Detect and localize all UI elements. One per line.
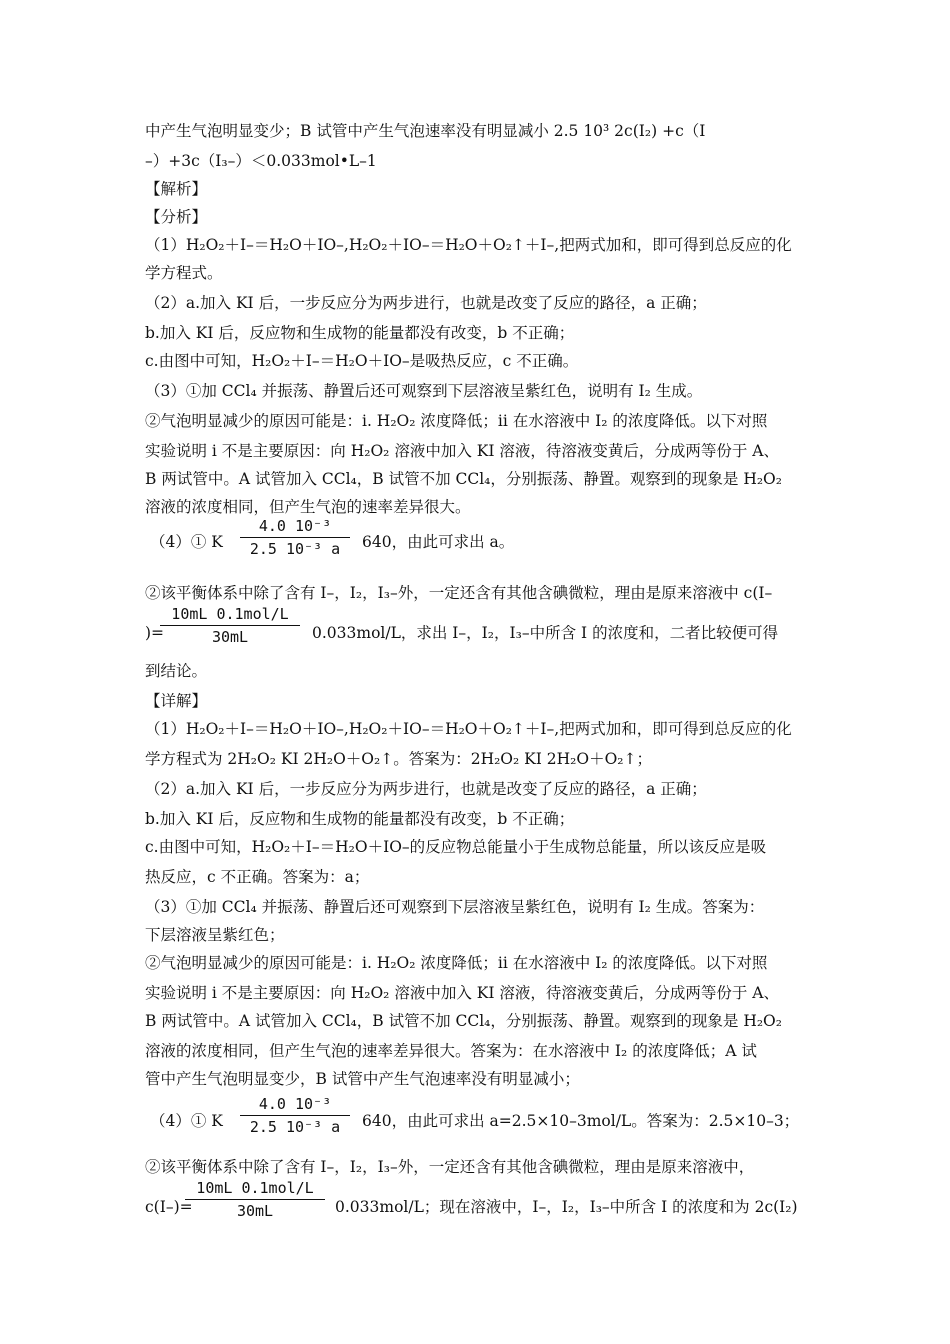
text-line: 学方程式为 2H₂O₂ KI 2H₂O＋O₂↑。答案为：2H₂O₂ KI 2H₂O＋O₂↑； xyxy=(145,750,652,768)
fraction-denominator: 30mL xyxy=(236,1202,274,1220)
text-line: 【详解】 xyxy=(145,692,208,710)
text-line: 溶液的浓度相同，但产生气泡的速率差异很大。 xyxy=(145,498,471,516)
text-line: B 两试管中。A 试管加入 CCl₄，B 试管不加 CCl₄，分别振荡、静置。观察到的现象是 H₂O₂ xyxy=(145,1012,782,1030)
fraction xyxy=(240,516,350,559)
fraction-bar xyxy=(160,625,300,626)
fraction-bar xyxy=(185,1199,325,1200)
fraction xyxy=(160,604,300,647)
text-line: c.由图中可知，H₂O₂＋I–＝H₂O＋IO–是吸热反应，c 不正确。 xyxy=(145,352,579,370)
equation-prefix: )= xyxy=(145,624,165,642)
fraction-numerator: 4.0 10⁻³ xyxy=(258,517,332,535)
fraction xyxy=(240,1094,350,1137)
text-line: 学方程式。 xyxy=(145,264,223,282)
fraction-denominator: 2.5 10⁻³ a xyxy=(249,540,341,558)
fraction-denominator: 2.5 10⁻³ a xyxy=(249,1118,341,1136)
fraction-bar xyxy=(240,1115,350,1116)
equation-prefix: （4）① K xyxy=(150,1112,223,1130)
text-line: –）+3c（I₃–）＜0.033mol•L–1 xyxy=(145,152,377,170)
fraction-bar xyxy=(240,537,350,538)
text-line: 到结论。 xyxy=(145,662,208,680)
text-line: ②气泡明显减少的原因可能是：i. H₂O₂ 浓度降低；ii 在水溶液中 I₂ 的浓度降低。以下对照 xyxy=(145,954,768,972)
text-line: （3）①加 CCl₄ 并振荡、静置后还可观察到下层溶液呈紫红色，说明有 I₂ 生成。答案为： xyxy=(145,898,765,916)
text-line: （2）a.加入 KI 后，一步反应分为两步进行，也就是改变了反应的路径，a 正确； xyxy=(145,780,707,798)
equation-suffix: 640，由此可求出 a=2.5×10–3mol/L。答案为：2.5×10–3； xyxy=(362,1112,800,1130)
text-line: （2）a.加入 KI 后，一步反应分为两步进行，也就是改变了反应的路径，a 正确； xyxy=(145,294,707,312)
text-line: B 两试管中。A 试管加入 CCl₄，B 试管不加 CCl₄，分别振荡、静置。观察到的现象是 H₂O₂ xyxy=(145,470,782,488)
text-line: （1）H₂O₂＋I–＝H₂O＋IO–,H₂O₂＋IO–＝H₂O＋O₂↑＋I–,把两式加和，即可得到总反应的化 xyxy=(145,236,792,254)
text-line: （1）H₂O₂＋I–＝H₂O＋IO–,H₂O₂＋IO–＝H₂O＋O₂↑＋I–,把两式加和，即可得到总反应的化 xyxy=(145,720,792,738)
text-line: ②该平衡体系中除了含有 I–，I₂，I₃–外，一定还含有其他含碘微粒，理由是原来溶液中 c(I– xyxy=(145,584,773,602)
text-line: ②气泡明显减少的原因可能是：i. H₂O₂ 浓度降低；ii 在水溶液中 I₂ 的浓度降低。以下对照 xyxy=(145,412,768,430)
equation-prefix: （4）① K xyxy=(150,533,223,551)
fraction-numerator: 10mL 0.1mol/L xyxy=(196,1179,314,1197)
text-line: 实验说明 i 不是主要原因：向 H₂O₂ 溶液中加入 KI 溶液，待溶液变黄后，分成两等份于 A、 xyxy=(145,442,779,460)
fraction-denominator: 30mL xyxy=(211,628,249,646)
text-line: 溶液的浓度相同，但产生气泡的速率差异很大。答案为：在水溶液中 I₂ 的浓度降低；A 试 xyxy=(145,1042,757,1060)
text-line: （3）①加 CCl₄ 并振荡、静置后还可观察到下层溶液呈紫红色，说明有 I₂ 生成。 xyxy=(145,382,703,400)
text-line: b.加入 KI 后，反应物和生成物的能量都没有改变，b 不正确； xyxy=(145,810,575,828)
text-line: 【解析】 xyxy=(145,180,208,198)
text-line: b.加入 KI 后，反应物和生成物的能量都没有改变，b 不正确； xyxy=(145,324,575,342)
fraction-numerator: 10mL 0.1mol/L xyxy=(171,605,289,623)
text-line: c.由图中可知，H₂O₂＋I–＝H₂O＋IO–的反应物总能量小于生成物总能量，所以该反应是吸 xyxy=(145,838,767,856)
equation-suffix: 0.033mol/L；现在溶液中，I–，I₂，I₃–中所含 I 的浓度和为 2c(I₂) xyxy=(335,1198,798,1216)
text-line: ②该平衡体系中除了含有 I–，I₂，I₃–外，一定还含有其他含碘微粒，理由是原来溶液中， xyxy=(145,1158,755,1176)
fraction xyxy=(185,1178,325,1221)
text-line: 下层溶液呈紫红色； xyxy=(145,926,285,944)
fraction-numerator: 4.0 10⁻³ xyxy=(258,1095,332,1113)
equation-suffix: 0.033mol/L，求出 I–，I₂，I₃–中所含 I 的浓度和，二者比较便可得 xyxy=(312,624,779,642)
equation-suffix: 640，由此可求出 a。 xyxy=(362,533,515,551)
equation-prefix: c(I–)= xyxy=(145,1198,193,1216)
text-line: 中产生气泡明显变少；B 试管中产生气泡速率没有明显减小 2.5 10³ 2c(I₂) +c（I xyxy=(145,122,706,140)
text-line: 热反应，c 不正确。答案为：a； xyxy=(145,868,370,886)
text-line: 实验说明 i 不是主要原因：向 H₂O₂ 溶液中加入 KI 溶液，待溶液变黄后，分成两等份于 A、 xyxy=(145,984,779,1002)
text-line: 管中产生气泡明显变少，B 试管中产生气泡速率没有明显减小； xyxy=(145,1070,580,1088)
text-line: 【分析】 xyxy=(145,208,208,226)
